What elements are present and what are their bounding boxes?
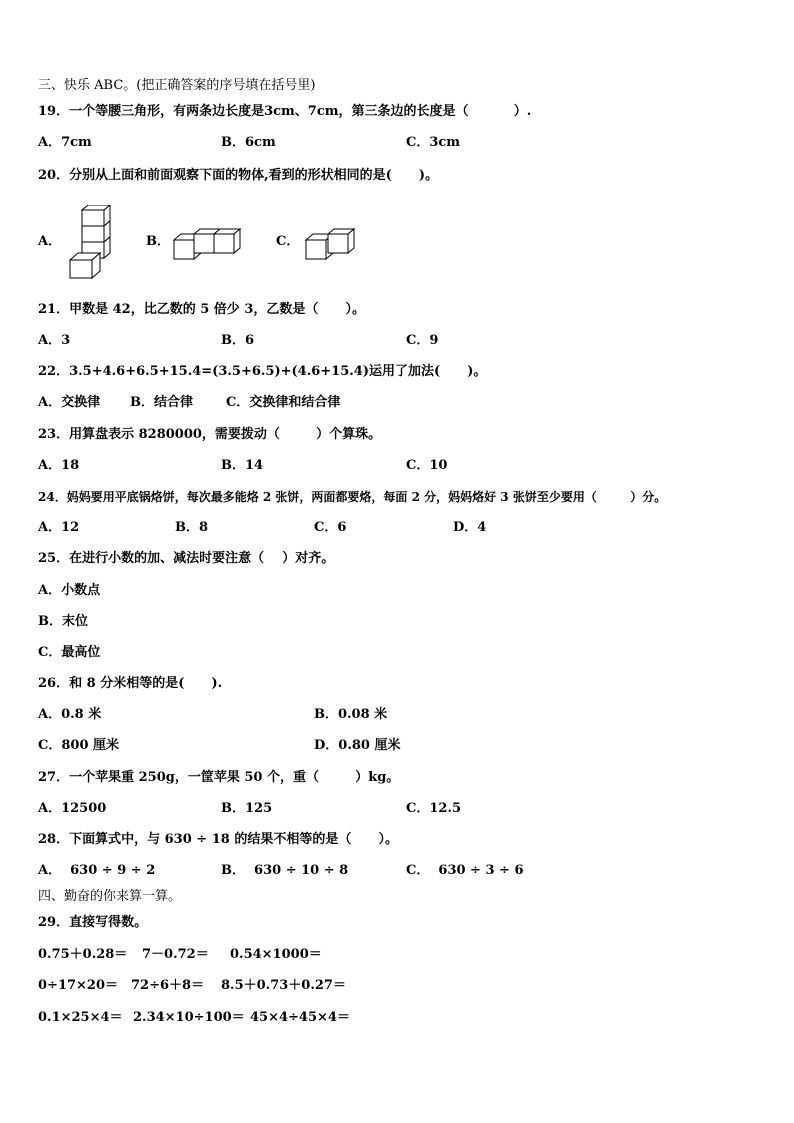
- q29-stem: 29．直接写得数。: [38, 915, 148, 930]
- q28-option-c[interactable]: C． 630 ÷ 3 ÷ 6: [406, 863, 524, 878]
- q29-calc-3-2: 2.34×10÷100＝: [133, 1010, 245, 1025]
- q27-option-c[interactable]: C．12.5: [406, 801, 462, 816]
- q26-stem: 26．和 8 分米相等的是( ).: [38, 676, 223, 691]
- cube-row-figure-b: [172, 228, 242, 262]
- q25-option-b[interactable]: B．末位: [38, 614, 88, 629]
- q23-stem: 23．用算盘表示 8280000，需要拨动（ ）个算珠。: [38, 427, 382, 442]
- q29-calc-1-3: 0.54×1000＝: [230, 947, 322, 962]
- q26-option-d[interactable]: D．0.80 厘米: [314, 738, 401, 753]
- q23-option-a[interactable]: A．18: [38, 458, 80, 473]
- section4-heading: 四、勤奋的你来算一算。: [38, 889, 182, 904]
- q25-option-c[interactable]: C．最高位: [38, 645, 101, 660]
- q27-option-a[interactable]: A．12500: [38, 801, 107, 816]
- section3-heading: 三、快乐 ABC。(把正确答案的序号填在括号里): [38, 78, 316, 93]
- q21-stem: 21．甲数是 42，比乙数的 5 倍少 3，乙数是（ ）。: [38, 302, 366, 317]
- q21-option-b[interactable]: B．6: [221, 333, 255, 348]
- q26-option-c[interactable]: C．800 厘米: [38, 738, 120, 753]
- cube-pair-figure-c: [304, 228, 356, 262]
- q23-option-c[interactable]: C．10: [406, 458, 448, 473]
- q25-option-a[interactable]: A．小数点: [38, 583, 101, 598]
- q24-option-a[interactable]: A．12: [38, 520, 80, 535]
- q19-stem: 19．一个等腰三角形，有两条边长度是3cm、7cm，第三条边的长度是（ ）.: [38, 104, 532, 119]
- q22-stem: 22．3.5+4.6+6.5+15.4=(3.5+6.5)+(4.6+15.4)运用了加法( )。: [38, 364, 487, 379]
- q29-calc-2-2: 72÷6＋8＝: [131, 978, 205, 993]
- q29-calc-1-1: 0.75＋0.28＝: [38, 947, 128, 962]
- q23-option-b[interactable]: B．14: [221, 458, 264, 473]
- q21-option-a[interactable]: A．3: [38, 333, 71, 348]
- q29-calc-3-3: 45×4÷45×4＝: [250, 1010, 350, 1025]
- q20-option-c[interactable]: C．: [276, 234, 300, 249]
- q20-option-a[interactable]: A．: [38, 234, 62, 249]
- q28-option-b[interactable]: B． 630 ÷ 10 ÷ 8: [221, 863, 349, 878]
- q24-option-b[interactable]: B．8: [175, 520, 209, 535]
- q21-option-c[interactable]: C．9: [406, 333, 439, 348]
- q27-option-b[interactable]: B．125: [221, 801, 273, 816]
- q29-calc-2-1: 0÷17×20＝: [38, 978, 119, 993]
- q19-option-a[interactable]: A．7cm: [38, 135, 92, 150]
- q24-stem: 24．妈妈要用平底锅烙饼，每次最多能烙 2 张饼，两面都要烙，每面 2 分，妈妈烙好 3 张饼至少要用（ ）分。: [38, 490, 667, 504]
- q22-option-b[interactable]: B．结合律: [130, 395, 193, 410]
- cube-stack-figure-a: [68, 205, 112, 281]
- q28-stem: 28．下面算式中，与 630 ÷ 18 的结果不相等的是（ ）。: [38, 832, 398, 847]
- q27-stem: 27．一个苹果重 250g，一筐苹果 50 个，重（ ）kg。: [38, 770, 400, 785]
- q24-option-c[interactable]: C．6: [314, 520, 347, 535]
- q22-option-a[interactable]: A．交换律: [38, 395, 101, 410]
- q20-stem: 20．分别从上面和前面观察下面的物体,看到的形状相同的是( )。: [38, 168, 439, 183]
- q24-option-d[interactable]: D．4: [453, 520, 487, 535]
- q29-calc-3-1: 0.1×25×4＝: [38, 1010, 123, 1025]
- q19-option-c[interactable]: C．3cm: [406, 135, 461, 150]
- q28-option-a[interactable]: A． 630 ÷ 9 ÷ 2: [38, 863, 156, 878]
- q19-option-b[interactable]: B．6cm: [221, 135, 276, 150]
- q29-calc-2-3: 8.5＋0.73＋0.27＝: [221, 978, 346, 993]
- q29-calc-1-2: 7－0.72＝: [142, 947, 209, 962]
- q26-option-b[interactable]: B．0.08 米: [314, 707, 388, 722]
- q26-option-a[interactable]: A．0.8 米: [38, 707, 102, 722]
- q25-stem: 25．在进行小数的加、减法时要注意（ ）对齐。: [38, 551, 335, 566]
- q22-option-c[interactable]: C．交换律和结合律: [226, 395, 341, 410]
- q20-option-b[interactable]: B．: [146, 234, 170, 249]
